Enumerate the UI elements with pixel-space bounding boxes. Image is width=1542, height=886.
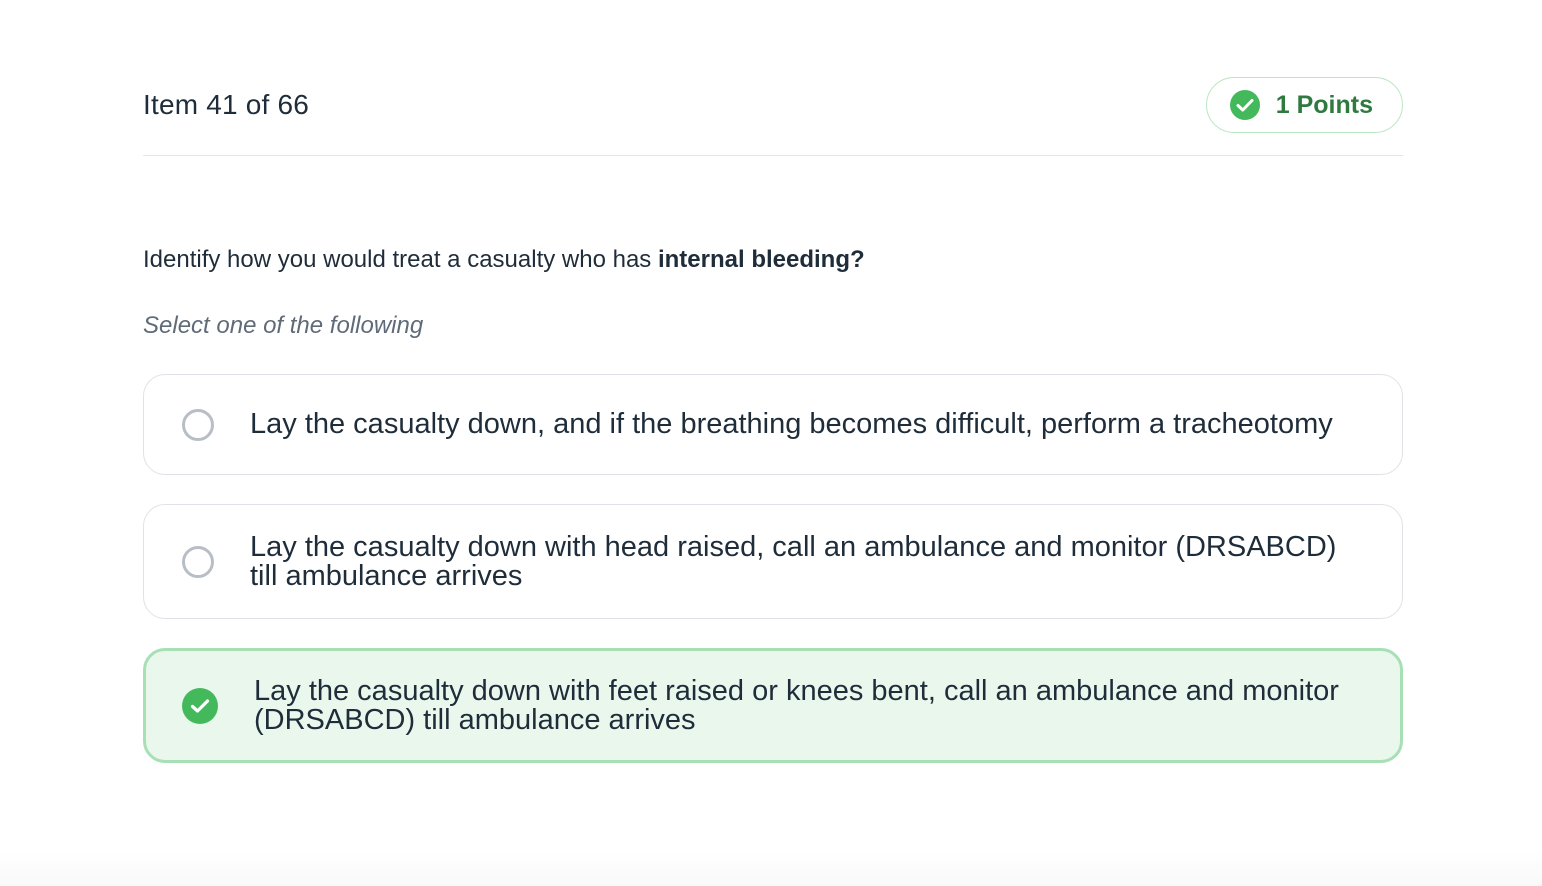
points-badge — [1206, 77, 1403, 133]
answer-instruction: Select one of the following — [143, 312, 424, 339]
header-divider — [143, 155, 1403, 156]
answer-option-label: Lay the casualty down, and if the breathing becomes difficult, perform a tracheotomy — [250, 408, 1333, 440]
item-header — [143, 76, 1403, 134]
check-circle-icon — [1230, 90, 1260, 120]
radio-unchecked-icon[interactable] — [182, 546, 214, 578]
footer-shadow — [0, 850, 1542, 886]
points-label: 1 Points — [1275, 90, 1373, 119]
answer-option-3[interactable] — [143, 648, 1403, 763]
question-prefix: Identify how you would treat a casualty who has — [143, 246, 658, 273]
answer-option-1[interactable] — [143, 374, 1403, 475]
question-text — [143, 246, 865, 274]
answer-option-2[interactable] — [143, 504, 1403, 619]
answer-option-label: Lay the casualty down with feet raised or knees bent, call an ambulance and monitor (DRSABCD) till ambulance arrives — [254, 674, 1339, 736]
radio-checked-icon[interactable] — [182, 688, 218, 724]
radio-unchecked-icon[interactable] — [182, 409, 214, 441]
item-counter: Item 41 of 66 — [143, 89, 310, 120]
question-emphasis: internal bleeding? — [657, 246, 865, 273]
answer-option-label: Lay the casualty down with head raised, call an ambulance and monitor (DRSABCD) till ambulance arrives — [250, 530, 1337, 592]
